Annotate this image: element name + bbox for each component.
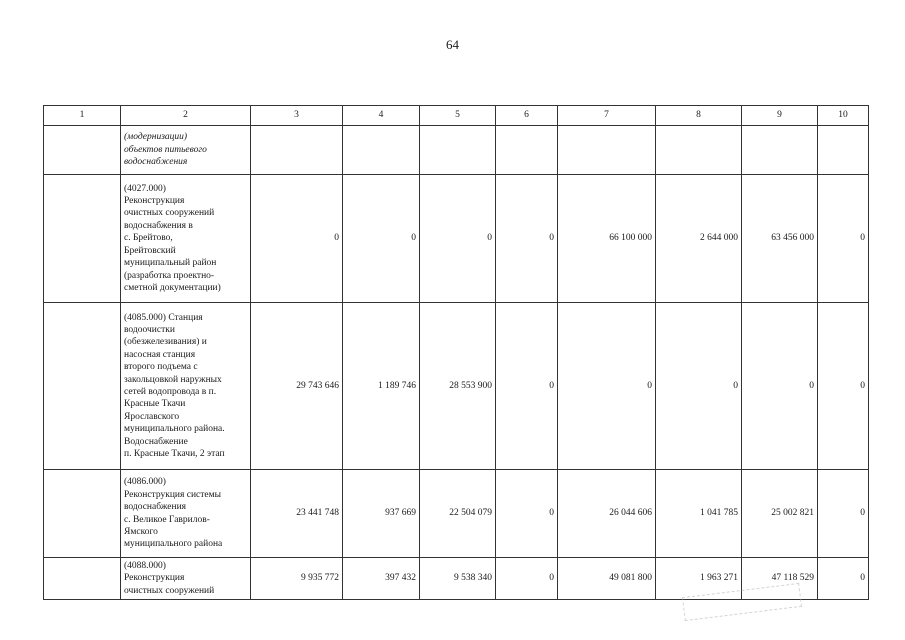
description-cell [121, 175, 251, 303]
value-cell: 29 743 646 [251, 303, 343, 470]
description-line: сетей водопровода в п. [124, 387, 217, 397]
description-line: (обезжелезивания) и [124, 337, 207, 348]
description-line: (4027.000) [124, 183, 166, 194]
description-line: сметной документации) [124, 282, 221, 293]
description-line: Красные Ткачи [124, 399, 186, 410]
description-line: очистных сооружений [124, 585, 215, 596]
description-line: (4086.000) [124, 477, 166, 488]
header-cell: 3 [251, 106, 343, 126]
header-cell: 10 [818, 106, 869, 126]
value-cell: 397 432 [343, 558, 420, 600]
header-row [44, 106, 869, 126]
row-index-cell [44, 126, 121, 175]
row-index-cell [44, 558, 121, 600]
description-line: с. Брейтово, [124, 233, 173, 244]
description-line: (4088.000) [124, 560, 166, 571]
value-cell: 0 [496, 558, 558, 600]
description-line: второго подъема с [124, 362, 198, 373]
description-line: Реконструкция системы [124, 489, 222, 500]
value-cell: 23 441 748 [251, 470, 343, 558]
value-cell: 0 [251, 175, 343, 303]
value-cell: 47 118 529 [742, 558, 818, 600]
value-cell: 9 538 340 [420, 558, 496, 600]
header-cell: 5 [420, 106, 496, 126]
description-line: объектов питьевого [124, 144, 207, 155]
description-line: Ямского [124, 526, 158, 537]
value-cell: 26 044 606 [558, 470, 656, 558]
description-line: Водоснабжение [124, 436, 188, 447]
description-line: закольцовкой наружных [124, 374, 222, 385]
row-index-cell [44, 470, 121, 558]
value-cell: 66 100 000 [558, 175, 656, 303]
value-cell: 0 [742, 303, 818, 470]
description-line: Реконструкция [124, 573, 185, 584]
description-line: Реконструкция [124, 196, 185, 207]
description-line: п. Красные Ткачи, 2 этап [124, 449, 225, 460]
page-number: 64 [446, 37, 459, 52]
value-cell: 22 504 079 [420, 470, 496, 558]
description-line: с. Великое Гаврилов- [124, 514, 210, 525]
description-line: водоснабжения [124, 157, 188, 168]
header-cell: 8 [656, 106, 742, 126]
description-cell [121, 470, 251, 558]
value-cell: 9 935 772 [251, 558, 343, 600]
value-cell: 0 [343, 175, 420, 303]
table-row [44, 126, 869, 175]
value-cell: 0 [420, 175, 496, 303]
description-cell [121, 126, 251, 175]
header-cell: 6 [496, 106, 558, 126]
value-cell [343, 126, 420, 175]
header-cell: 2 [121, 106, 251, 126]
description-cell [121, 558, 251, 600]
value-cell: 49 081 800 [558, 558, 656, 600]
value-cell: 25 002 821 [742, 470, 818, 558]
value-cell [251, 126, 343, 175]
description-line: Брейтовский [124, 245, 176, 256]
description-line: (4085.000) Станция [124, 312, 203, 323]
value-cell: 1 189 746 [343, 303, 420, 470]
value-cell [818, 126, 869, 175]
header-cell: 1 [44, 106, 121, 126]
value-cell: 0 [496, 470, 558, 558]
description-line: (модернизации) [124, 132, 188, 143]
value-cell: 0 [818, 558, 869, 600]
description-line: муниципальный район [124, 258, 217, 269]
value-cell: 937 669 [343, 470, 420, 558]
value-cell: 2 644 000 [656, 175, 742, 303]
description-line: насосная станция [124, 349, 196, 360]
value-cell [420, 126, 496, 175]
budget-table [43, 105, 869, 600]
value-cell: 1 963 271 [656, 558, 742, 600]
description-line: муниципального района. [124, 424, 225, 435]
row-index-cell [44, 303, 121, 470]
value-cell: 0 [496, 303, 558, 470]
table-row [44, 470, 869, 558]
value-cell: 0 [818, 175, 869, 303]
description-line: водоснабжения [124, 502, 187, 513]
row-index-cell [44, 175, 121, 303]
header-cell: 7 [558, 106, 656, 126]
header-cell: 4 [343, 106, 420, 126]
value-cell: 0 [496, 175, 558, 303]
description-line: водоочистки [124, 324, 175, 335]
description-line: Ярославского [124, 411, 180, 422]
value-cell [496, 126, 558, 175]
value-cell: 0 [818, 470, 869, 558]
description-line: муниципального района [124, 539, 223, 550]
value-cell: 1 041 785 [656, 470, 742, 558]
value-cell [558, 126, 656, 175]
description-line: водоснабжения в [124, 220, 193, 231]
description-line: очистных сооружений [124, 208, 215, 219]
value-cell: 0 [558, 303, 656, 470]
value-cell [742, 126, 818, 175]
value-cell: 63 456 000 [742, 175, 818, 303]
header-cell: 9 [742, 106, 818, 126]
table-row [44, 303, 869, 470]
value-cell: 28 553 900 [420, 303, 496, 470]
value-cell [656, 126, 742, 175]
table-row [44, 175, 869, 303]
value-cell: 0 [818, 303, 869, 470]
description-cell [121, 303, 251, 470]
value-cell: 0 [656, 303, 742, 470]
description-line: (разработка проектно- [124, 270, 215, 281]
